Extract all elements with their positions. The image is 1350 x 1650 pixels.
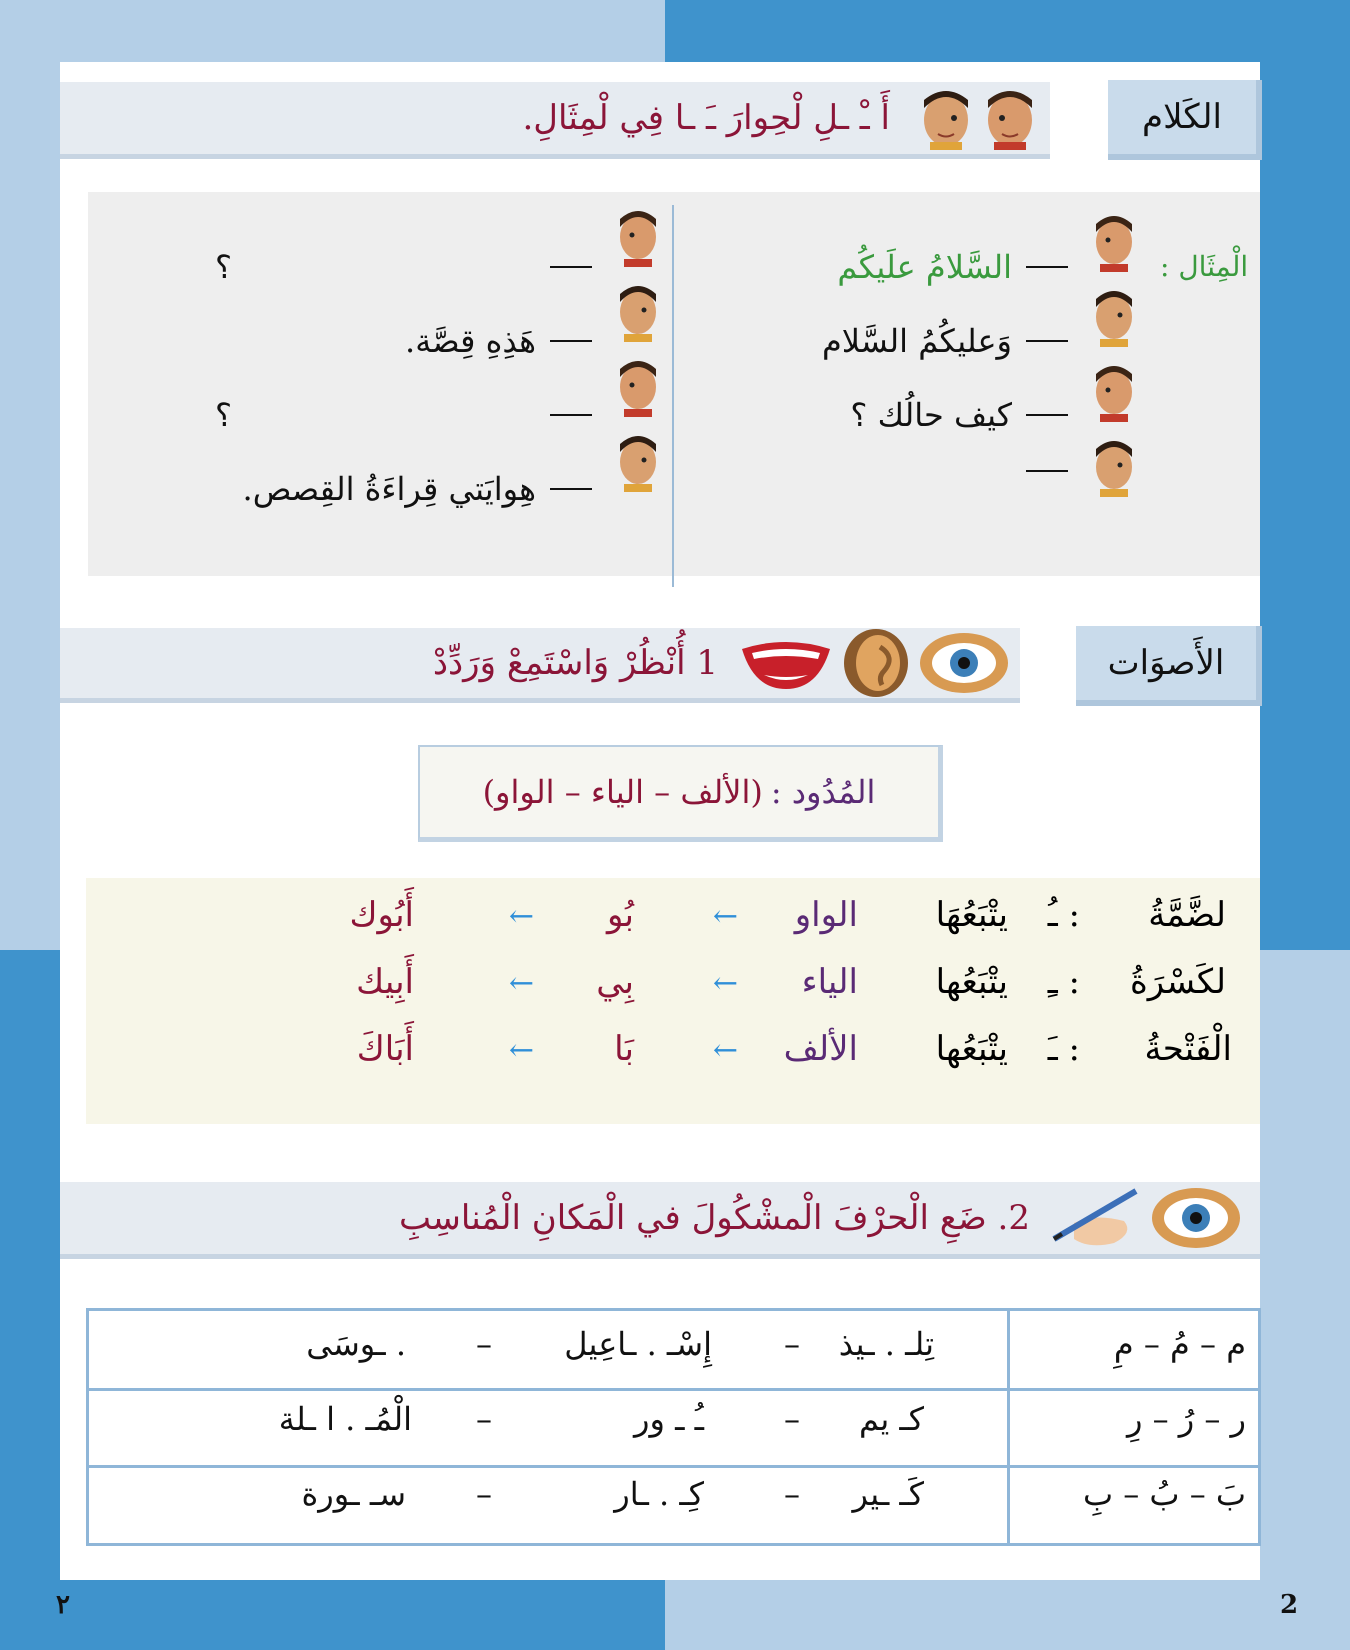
example-word: أَبِيك	[356, 962, 414, 1002]
exercise-line	[215, 396, 592, 434]
exercise-line-text: هَذِهِ قِصَّة.	[405, 322, 536, 360]
arrow-left-icon: ←	[508, 966, 534, 1001]
example-label: الْمِثَال :	[1160, 250, 1249, 283]
arrow-left-icon: ←	[508, 899, 534, 934]
sounds-instruction-1: 1 أُنْظُرْ وَاسْتَمِعْ وَرَدِّدْ	[432, 643, 718, 683]
dash	[1026, 266, 1068, 268]
sounds-instruction-2-bar	[60, 1182, 1260, 1259]
table-word[interactable]: تِلـ . ـيذ	[838, 1325, 934, 1363]
sounds-label: الأَصوَات	[1076, 626, 1262, 706]
boy-face-icon	[612, 430, 664, 492]
eye-icon	[918, 630, 1010, 696]
exercise-line-text: ؟	[215, 248, 232, 286]
table-word[interactable]: سـ ـورة	[301, 1475, 406, 1513]
example-line	[1012, 470, 1068, 472]
dash	[550, 340, 592, 342]
sounds-instruction-2: 2. ضَعِ الْحرْفَ الْمشْكُولَ في الْمَكانِ الْمُناسِبِ	[399, 1198, 1030, 1238]
table-word[interactable]: كَـ ـير	[852, 1475, 924, 1513]
table-row-divider	[89, 1465, 1258, 1468]
vowel-mark: : ـُ	[1047, 895, 1080, 935]
vowel-name: لكَسْرَةُ	[1129, 962, 1226, 1002]
syllable: بَا	[614, 1029, 634, 1069]
example-line-text: السَّلامُ علَيكُم	[837, 248, 1012, 286]
table-word[interactable]: الْمُـ . ا ـلة	[278, 1400, 412, 1438]
table-sep: –	[784, 1400, 800, 1438]
example-line	[822, 322, 1068, 360]
follow-word: يتْبَعُها	[935, 962, 1008, 1002]
table-word[interactable]: إِسْـ . ـاعِيل	[564, 1325, 712, 1363]
table-word[interactable]: كِـ . ـار	[614, 1475, 704, 1513]
table-letters: بَ – بُ – بِ	[1082, 1475, 1246, 1513]
follow-word: يتْبَعُهَا	[935, 895, 1008, 935]
example-word: أَبَاكَ	[356, 1029, 414, 1069]
madd-letter: الألف	[783, 1029, 858, 1069]
dash	[1026, 340, 1068, 342]
arrow-left-icon: ←	[712, 966, 738, 1001]
table-letters: ر – رُ – رِ	[1126, 1400, 1246, 1438]
follow-word: يتْبَعُها	[935, 1029, 1008, 1069]
syllable: بُو	[606, 895, 634, 935]
vowel-mark: : ـَ	[1047, 1029, 1080, 1069]
boy-face-icon	[612, 205, 664, 267]
table-letters: م – مُ – مِ	[1113, 1325, 1246, 1363]
dash	[550, 488, 592, 490]
example-word: أَبُوك	[349, 895, 414, 935]
boy-face-icon	[612, 355, 664, 417]
boy-face-icon	[978, 86, 1042, 150]
madd-letters: (الألف – الياء – الواو)	[482, 773, 763, 811]
madd-prefix: المُدُود :	[770, 773, 876, 811]
vowel-rule-row	[86, 962, 1260, 1022]
boy-face-icon	[1088, 285, 1140, 347]
table-sep: –	[476, 1325, 492, 1363]
madd-box	[418, 745, 943, 842]
exercise-line-text: هِوايَتي قِراءَةُ القِصص.	[242, 470, 536, 508]
mouth-icon	[738, 635, 834, 691]
frame-top-left	[0, 0, 665, 62]
vowel-rule-row	[86, 1029, 1260, 1089]
vowel-name: لضَّمَّةُ	[1148, 895, 1226, 935]
table-word[interactable]: . ـوسَى	[306, 1325, 406, 1363]
boy-face-icon	[1088, 435, 1140, 497]
arrow-left-icon: ←	[712, 899, 738, 934]
ear-icon	[840, 627, 912, 699]
page-number-left: ٢	[56, 1590, 70, 1620]
vowel-name: الْفَتْحةُ	[1144, 1029, 1232, 1069]
arrow-left-icon: ←	[508, 1033, 534, 1068]
table-row-divider	[89, 1388, 1258, 1391]
exercise-line	[215, 248, 592, 286]
table-sep: –	[784, 1325, 800, 1363]
example-line-text: وَعليكُمُ السَّلام	[821, 322, 1012, 360]
arrow-left-icon: ←	[712, 1033, 738, 1068]
boy-face-icon	[1088, 360, 1140, 422]
table-column-divider	[1007, 1311, 1010, 1543]
boy-face-icon	[1088, 210, 1140, 272]
exercise-line-text: ؟	[215, 396, 232, 434]
example-line-text: كيف حالُك ؟	[850, 396, 1012, 434]
table-word[interactable]: ـُ ـ ور	[634, 1400, 704, 1438]
boy-face-icon	[612, 280, 664, 342]
example-line	[837, 248, 1068, 286]
syllable: بِي	[596, 962, 634, 1002]
pen-hand-icon	[1044, 1183, 1144, 1253]
boy-face-icon	[914, 86, 978, 150]
table-sep: –	[784, 1475, 800, 1513]
madd-letter: الواو	[794, 895, 858, 935]
madd-letter: الياء	[801, 962, 858, 1002]
dash	[550, 414, 592, 416]
sounds-instruction-bar	[60, 628, 1020, 703]
exercise-line	[405, 322, 592, 360]
vowel-rule-row	[86, 895, 1260, 955]
dialogue-divider	[672, 205, 674, 587]
eye-icon	[1150, 1185, 1242, 1251]
example-line	[850, 396, 1068, 434]
table-sep: –	[476, 1475, 492, 1513]
frame-bottom-right-strip	[670, 1580, 1350, 1650]
table-sep: –	[476, 1400, 492, 1438]
speaking-instruction: أَ ـْ ـلِ لْحِوارَ ـَ ـا فِي لْمِثَالِ.	[522, 98, 890, 138]
dash	[1026, 414, 1068, 416]
dash	[1026, 470, 1068, 472]
page-number-right: 2	[1280, 1590, 1299, 1620]
vowel-mark: : ـِ	[1047, 962, 1080, 1002]
speaking-instruction-bar	[60, 82, 1050, 159]
dash	[550, 266, 592, 268]
speaking-label: الكَلام	[1108, 80, 1262, 160]
table-word[interactable]: كـ يم	[859, 1400, 924, 1438]
exercise-line	[243, 470, 592, 508]
